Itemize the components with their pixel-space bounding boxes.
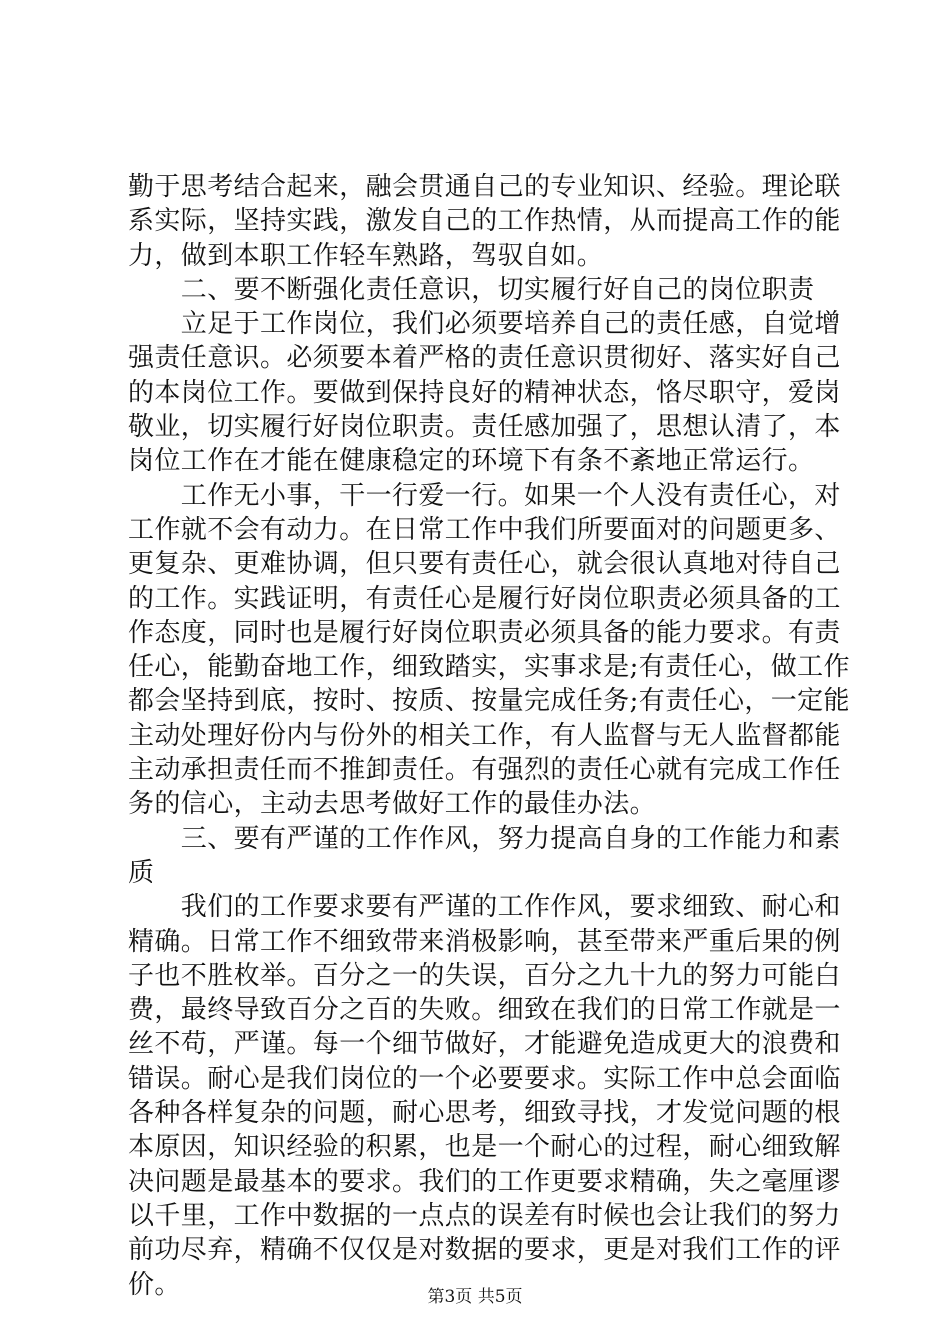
- section-heading: 三、要有严谨的工作作风，努力提高自身的工作能力和素: [128, 823, 841, 854]
- text-line: 以千里，工作中数据的一点点的误差有时候也会让我们的努力: [128, 1200, 841, 1231]
- text-line: 决问题是最基本的要求。我们的工作更要求精确，失之毫厘谬: [128, 1166, 841, 1197]
- text-line: 工作无小事，干一行爱一行。如果一个人没有责任心，对: [128, 480, 841, 511]
- text-line: 作态度，同时也是履行好岗位职责必须具备的能力要求。有责: [128, 617, 841, 648]
- text-line: 前功尽弃，精确不仅仅是对数据的要求，更是对我们工作的评: [128, 1235, 841, 1266]
- text-line: 的工作。实践证明，有责任心是履行好岗位职责必须具备的工: [128, 583, 841, 614]
- text-line: 错误。耐心是我们岗位的一个必要要求。实际工作中总会面临: [128, 1063, 841, 1094]
- text-line: 子也不胜枚举。百分之一的失误，百分之九十九的努力可能白: [128, 960, 841, 991]
- section-heading: 二、要不断强化责任意识，切实履行好自己的岗位职责: [128, 274, 815, 305]
- text-line: 主动承担责任而不推卸责任。有强烈的责任心就有完成工作任: [128, 755, 841, 786]
- page-number: 第3页 共5页: [427, 1287, 523, 1307]
- text-line: 精确。日常工作不细致带来消极影响，甚至带来严重后果的例: [128, 926, 841, 957]
- text-line: 系实际，坚持实践，激发自己的工作热情，从而提高工作的能: [128, 206, 841, 237]
- text-line: 我们的工作要求要有严谨的工作作风，要求细致、耐心和: [128, 892, 841, 923]
- text-line: 本原因，知识经验的积累，也是一个耐心的过程，耐心细致解: [128, 1132, 841, 1163]
- text-line: 价。: [128, 1269, 181, 1300]
- text-line: 丝不苟，严谨。每一个细节做好，才能避免造成更大的浪费和: [128, 1029, 841, 1060]
- section-heading-continued: 质: [128, 857, 155, 888]
- text-line: 力，做到本职工作轻车熟路，驾驭自如。: [128, 240, 604, 271]
- text-line: 费，最终导致百分之百的失败。细致在我们的日常工作就是一: [128, 995, 841, 1026]
- text-line: 敬业，切实履行好岗位职责。责任感加强了，思想认清了，本: [128, 412, 841, 443]
- text-line: 岗位工作在才能在健康稳定的环境下有条不紊地正常运行。: [128, 446, 815, 477]
- text-line: 工作就不会有动力。在日常工作中我们所要面对的问题更多、: [128, 514, 841, 545]
- text-line: 勤于思考结合起来，融会贯通自己的专业知识、经验。理论联: [128, 172, 841, 202]
- text-line: 各种各样复杂的问题，耐心思考，细致寻找，才发觉问题的根: [128, 1098, 841, 1129]
- document-body: [128, 170, 850, 1302]
- text-line: 任心，能勤奋地工作，细致踏实，实事求是;有责任心，做工作: [128, 652, 850, 683]
- text-line: 强责任意识。必须要本着严格的责任意识贯彻好、落实好自己: [128, 343, 841, 374]
- text-line: 都会坚持到底，按时、按质、按量完成任务;有责任心，一定能: [128, 686, 850, 717]
- text-line: 的本岗位工作。要做到保持良好的精神状态，恪尽职守，爱岗: [128, 377, 841, 408]
- text-line: 更复杂、更难协调，但只要有责任心，就会很认真地对待自己: [128, 549, 841, 580]
- text-line: 立足于工作岗位，我们必须要培养自己的责任感，自觉增: [128, 309, 841, 340]
- text-line: 务的信心，主动去思考做好工作的最佳办法。: [128, 789, 657, 820]
- text-line: 主动处理好份内与份外的相关工作，有人监督与无人监督都能: [128, 720, 841, 751]
